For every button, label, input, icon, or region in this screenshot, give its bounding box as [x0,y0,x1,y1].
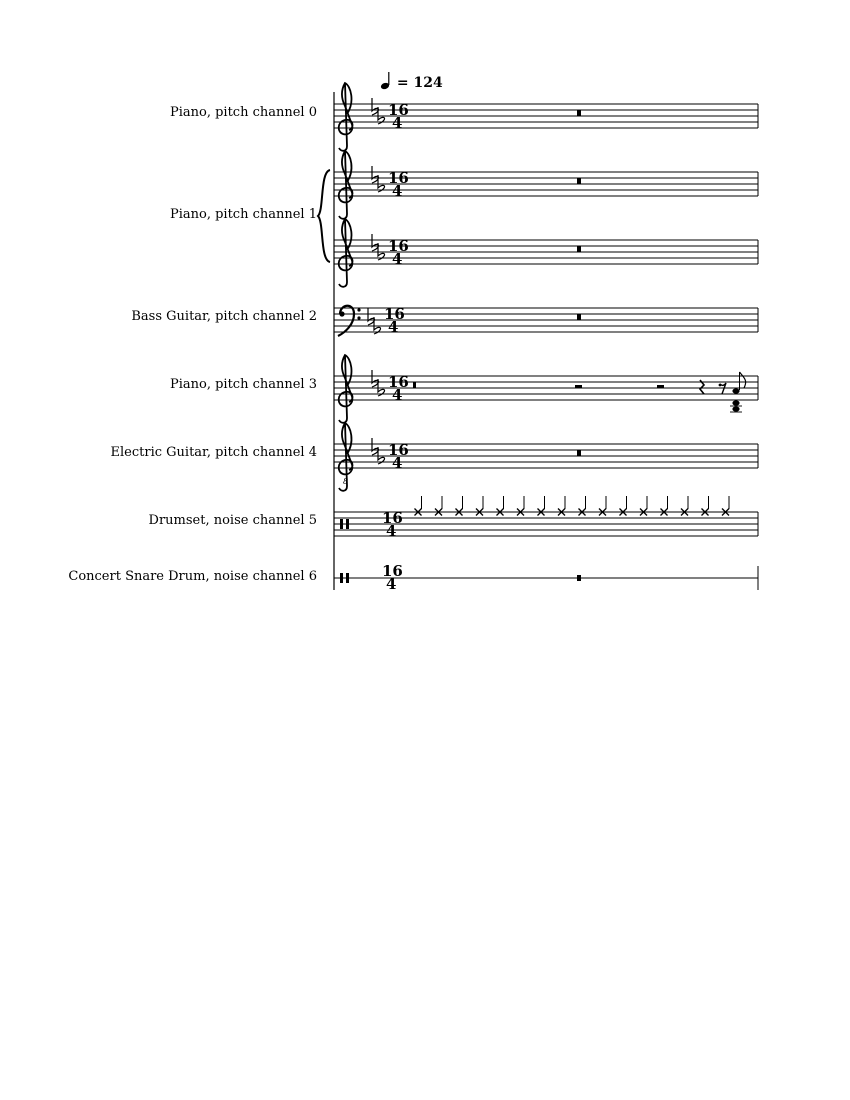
drum-cross-note [538,496,545,516]
drum-cross-note [599,496,606,516]
svg-text:4: 4 [392,386,403,404]
staff-label-3: Piano, pitch channel 3 [169,377,317,392]
drum-cross-note [476,496,483,516]
drum-cross-note [435,496,442,516]
staff-label-5: Drumset, noise channel 5 [148,513,317,528]
whole-rest [577,110,581,116]
svg-text:16: 16 [388,169,409,187]
whole-rest [577,314,581,320]
staff-label-2: Bass Guitar, pitch channel 2 [131,309,317,324]
staff-label-1: Piano, pitch channel 1 [169,207,317,222]
svg-text:4: 4 [392,250,403,268]
whole-rest [577,450,581,456]
staff-label-6: Concert Snare Drum, noise channel 6 [68,569,317,584]
eighth-chord [730,372,746,412]
drum-cross-note [456,496,463,516]
drum-cross-note [620,496,627,516]
staff-3 [334,355,758,423]
svg-text:16: 16 [382,509,403,527]
half-rest [575,385,582,388]
staff-1-upper [334,151,758,219]
svg-text:16: 16 [382,562,403,580]
svg-text:4: 4 [392,454,403,472]
svg-text:4: 4 [388,318,399,336]
drum-cross-note [517,496,524,516]
drum-cross-note [640,496,647,516]
svg-text:4: 4 [392,182,403,200]
drum-cross-note [722,496,729,516]
staff-0 [334,83,758,151]
whole-rest [577,178,581,184]
svg-text:16: 16 [388,237,409,255]
drum-cross-note [579,496,586,516]
svg-text:4: 4 [392,114,403,132]
svg-text:4: 4 [386,522,397,540]
drum-cross-note [415,496,422,516]
staff-4 [334,423,758,491]
staff-1-lower [334,219,758,287]
grand-staff-brace [318,170,330,262]
staff-label-4: Electric Guitar, pitch channel 4 [110,445,317,460]
drum-cross-note [661,496,668,516]
svg-text:4: 4 [386,575,397,593]
staff-label-0: Piano, pitch channel 0 [169,105,317,120]
svg-text:8: 8 [343,477,349,486]
drum-cross-note [497,496,504,516]
half-rest [657,385,664,388]
whole-rest [577,575,581,581]
staff-5 [334,496,758,540]
svg-text:16: 16 [388,101,409,119]
svg-text:16: 16 [384,305,405,323]
tempo-text: = 124 [396,75,443,91]
staff-6 [334,562,758,593]
staff-2 [334,305,758,336]
drum-cross-note [558,496,565,516]
svg-text:16: 16 [388,441,409,459]
drum-cross-note [702,496,709,516]
whole-rest [577,246,581,252]
breve-rest [413,382,416,388]
svg-text:16: 16 [388,373,409,391]
drum-cross-note [681,496,688,516]
